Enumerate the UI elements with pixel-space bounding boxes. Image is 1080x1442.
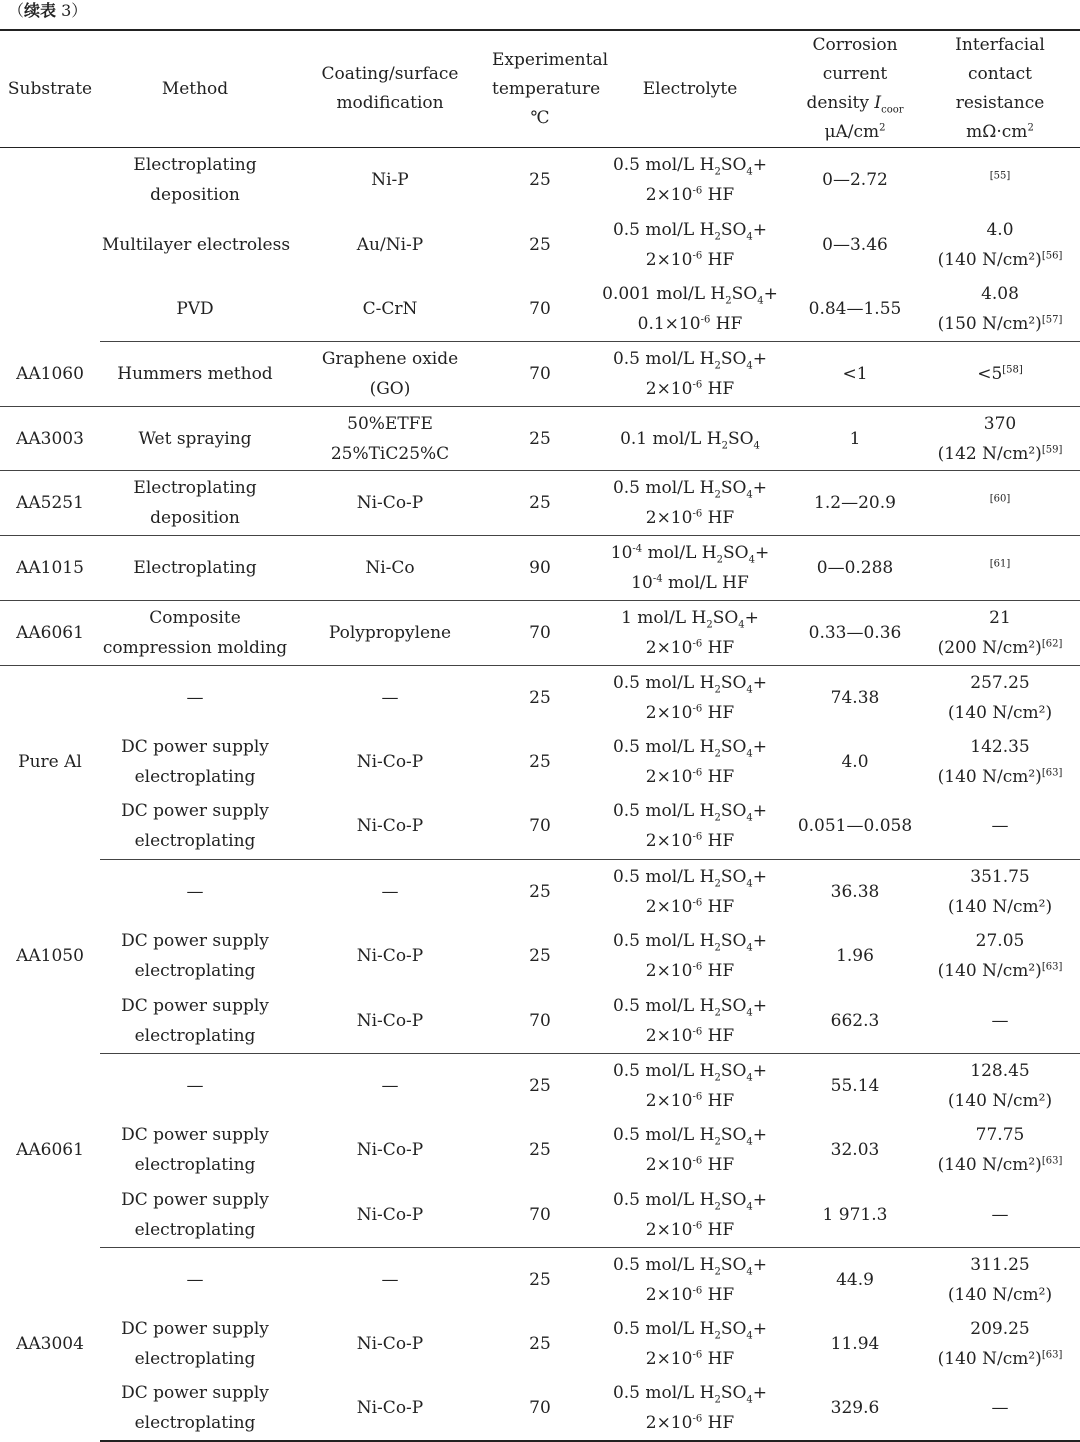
cell-contact-resistance: — [920, 988, 1080, 1053]
table-row [0, 794, 1080, 859]
cell-coating: 50%ETFE 25%TiC25%C [290, 406, 490, 471]
cell-electrolyte: 0.5 mol/L $H_2SO_4+$ $2\times 10^{-6}$ HF [612, 1254, 768, 1305]
cell-electrolyte: 0.001 mol/L $H_2SO_4+$ $0.1\times 10^{-6}$ HF [590, 277, 790, 342]
table-row [0, 1377, 1080, 1442]
cell-substrate: AA6061 [0, 600, 100, 665]
header-row [0, 30, 1080, 148]
cell-electrolyte: 0.5 mol/L $H_2SO_4+$ $2\times 10^{-6}$ HF [612, 155, 768, 206]
table-row [0, 277, 1080, 342]
cell-method: DC power supply electroplating [121, 737, 269, 788]
reference-marker: [63] [1041, 961, 1063, 973]
cell-contact-resistance: <5[58] [920, 342, 1080, 407]
cell-electrolyte: 0.5 mol/L $H_2SO_4+$ $2\times 10^{-6}$ HF [612, 1319, 768, 1370]
cell-corrosion-current: 1 [790, 406, 920, 471]
cell-method: DC power supply electroplating [100, 794, 290, 859]
cell-coating: Polypropylene [290, 600, 490, 665]
cell-coating: Ni-Co-P [290, 794, 490, 859]
cell-coating: Ni-Co-P [290, 1377, 490, 1442]
cell-electrolyte: 0.5 mol/L $H_2SO_4+$ $2\times 10^{-6}$ HF [612, 672, 768, 723]
cell-contact-resistance: 257.25 (140 N/cm²) [947, 672, 1053, 723]
header-method: Method [100, 30, 290, 148]
cell-electrolyte: 0.5 mol/L $H_2SO_4+$ $2\times 10^{-6}$ HF [590, 794, 790, 859]
cell-electrolyte: 0.5 mol/L $H_2SO_4+$ $2\times 10^{-6}$ HF [612, 219, 768, 270]
cell-coating: Graphene oxide (GO) [290, 342, 490, 407]
table-row [0, 406, 1080, 471]
cell-temperature: 70 [490, 277, 590, 342]
caption-continued-label: 续表 [24, 1, 57, 20]
caption-table-number: 3） [56, 1, 88, 20]
cell-coating: — [381, 687, 399, 708]
cell-corrosion-current: 32.03 [830, 1140, 880, 1161]
cell-electrolyte: 0.1 mol/L $H_2SO_4$ [590, 406, 790, 471]
table-row [0, 730, 1080, 795]
table-row [0, 1118, 1080, 1183]
cell-corrosion-current: 44.9 [836, 1269, 874, 1290]
cell-contact-resistance: 77.75 (140 N/cm²)[63] [937, 1125, 1063, 1176]
cell-corrosion-current: 0.84—1.55 [790, 277, 920, 342]
cell-substrate: AA1015 [0, 536, 100, 601]
cell-temperature: 70 [490, 988, 590, 1053]
reference-marker: [60] [989, 493, 1011, 505]
cell-method: — [186, 1075, 204, 1096]
cell-temperature: 25 [529, 170, 551, 191]
cell-method: — [186, 687, 204, 708]
cell-corrosion-current: 1 971.3 [790, 1183, 920, 1248]
cell-substrate: AA1060 [0, 342, 100, 407]
header-corrosion-current: Corrosion current density $I_{coor}$ $\mu A/cm^2$ [790, 30, 920, 148]
reference-marker: [61] [989, 558, 1011, 570]
cell-temperature: 25 [529, 1334, 551, 1355]
cell-electrolyte: 0.5 mol/L $H_2SO_4+$ $2\times 10^{-6}$ HF [612, 866, 768, 917]
cell-corrosion-current: 0.33—0.36 [790, 600, 920, 665]
cell-coating: Ni-Co-P [290, 988, 490, 1053]
cell-temperature: 25 [529, 881, 551, 902]
cell-corrosion-current: <1 [790, 342, 920, 407]
cell-contact-resistance [920, 471, 1080, 536]
cell-corrosion-current: 1.2—20.9 [790, 471, 920, 536]
table-caption [8, 0, 87, 22]
cell-coating: — [381, 881, 399, 902]
table-row [0, 212, 1080, 277]
cell-corrosion-current: 55.14 [830, 1075, 880, 1096]
cell-coating: — [381, 1269, 399, 1290]
cell-temperature: 25 [490, 406, 590, 471]
cell-electrolyte: $10^{-4}$ mol/L $H_2SO_4+$ $10^{-4}$ mol/L HF [590, 536, 790, 601]
cell-temperature: 25 [529, 1075, 551, 1096]
cell-coating: Ni-P [371, 170, 409, 191]
cell-corrosion-current: 0—3.46 [822, 234, 888, 255]
cell-substrate: AA3004 [16, 1334, 84, 1355]
cell-corrosion-current: 0.051—0.058 [790, 794, 920, 859]
cell-corrosion-current: 4.0 [841, 752, 869, 773]
table-row [0, 600, 1080, 665]
cell-temperature: 25 [529, 752, 551, 773]
cell-coating: Ni-Co-P [356, 1140, 424, 1161]
table-row [0, 342, 1080, 407]
cell-electrolyte: 0.5 mol/L $H_2SO_4+$ $2\times 10^{-6}$ HF [590, 1377, 790, 1442]
cell-contact-resistance: 4.0 (140 N/cm²)[56] [937, 219, 1063, 270]
cell-contact-resistance: 351.75 (140 N/cm²) [947, 866, 1053, 917]
cell-method: — [186, 881, 204, 902]
table-row [0, 1053, 1080, 1118]
cell-corrosion-current: 36.38 [830, 881, 880, 902]
cell-electrolyte: 0.5 mol/L $H_2SO_4+$ $2\times 10^{-6}$ HF [590, 471, 790, 536]
cell-contact-resistance [920, 536, 1080, 601]
cell-temperature: 25 [529, 234, 551, 255]
cell-corrosion-current: 1.96 [836, 946, 874, 967]
header-contact-resistance: Interfacial contact resistance $m\Omega\cdot cm^2$ [920, 30, 1080, 148]
cell-contact-resistance: — [920, 1377, 1080, 1442]
cell-method: DC power supply electroplating [100, 1377, 290, 1442]
reference-marker: [57] [1041, 314, 1063, 326]
cell-substrate: Pure Al [18, 752, 82, 773]
cell-method: PVD [100, 277, 290, 342]
cell-corrosion-current: 662.3 [790, 988, 920, 1053]
reference-marker: [63] [1041, 1155, 1063, 1167]
table-row [0, 1183, 1080, 1248]
table-row [0, 988, 1080, 1053]
cell-temperature: 25 [529, 1269, 551, 1290]
cell-contact-resistance: 142.35 (140 N/cm²)[63] [937, 737, 1063, 788]
cell-temperature: 70 [490, 794, 590, 859]
cell-temperature: 90 [490, 536, 590, 601]
reference-marker: [56] [1041, 249, 1063, 261]
cell-temperature: 25 [529, 1140, 551, 1161]
reference-marker: [63] [1041, 767, 1063, 779]
cell-substrate: AA6061 [16, 1140, 84, 1161]
cell-coating: C-CrN [290, 277, 490, 342]
cell-electrolyte: 1 mol/L $H_2SO_4+$ $2\times 10^{-6}$ HF [590, 600, 790, 665]
cell-method: DC power supply electroplating [100, 1183, 290, 1248]
cell-method: DC power supply electroplating [121, 1319, 269, 1370]
caption-open: （ [8, 1, 25, 20]
cell-method: Electroplating deposition [100, 471, 290, 536]
cell-contact-resistance: 370 (142 N/cm²)[59] [920, 406, 1080, 471]
cell-method: DC power supply electroplating [121, 1125, 269, 1176]
cell-substrate: AA1050 [16, 946, 84, 967]
cell-temperature: 25 [529, 946, 551, 967]
table-row [0, 148, 1080, 213]
cell-substrate [0, 148, 100, 342]
data-table [0, 29, 1080, 1442]
table-row [0, 471, 1080, 536]
table-row [0, 1312, 1080, 1377]
cell-contact-resistance: 209.25 (140 N/cm²)[63] [937, 1319, 1063, 1370]
table-row [0, 665, 1080, 730]
cell-corrosion-current: 329.6 [790, 1377, 920, 1442]
cell-electrolyte: 0.5 mol/L $H_2SO_4+$ $2\times 10^{-6}$ HF [612, 1060, 768, 1111]
cell-contact-resistance: 311.25 (140 N/cm²) [947, 1254, 1053, 1305]
cell-contact-resistance: 21 (200 N/cm²)[62] [920, 600, 1080, 665]
cell-coating: Ni-Co-P [356, 946, 424, 967]
cell-temperature: 25 [529, 687, 551, 708]
table-row [0, 1247, 1080, 1312]
cell-substrate: AA5251 [0, 471, 100, 536]
cell-contact-resistance: 27.05 (140 N/cm²)[63] [937, 931, 1063, 982]
reference-marker: [63] [1041, 1349, 1063, 1361]
table-body [0, 148, 1080, 1442]
cell-temperature: 70 [490, 342, 590, 407]
header-temperature: Experimental temperature ℃ [490, 30, 590, 148]
cell-electrolyte: 0.5 mol/L $H_2SO_4+$ $2\times 10^{-6}$ HF [590, 342, 790, 407]
cell-method: DC power supply electroplating [100, 988, 290, 1053]
header-substrate: Substrate [0, 30, 100, 148]
cell-coating: Ni-Co-P [356, 1334, 424, 1355]
cell-method: Wet spraying [100, 406, 290, 471]
cell-contact-resistance [920, 148, 1080, 213]
cell-coating: — [381, 1075, 399, 1096]
cell-electrolyte: 0.5 mol/L $H_2SO_4+$ $2\times 10^{-6}$ HF [612, 1125, 768, 1176]
cell-coating: Ni-Co-P [290, 1183, 490, 1248]
cell-temperature: 25 [490, 471, 590, 536]
reference-marker: [55] [989, 170, 1011, 182]
table-row [0, 536, 1080, 601]
header-electrolyte: Electrolyte [590, 30, 790, 148]
table-row [0, 924, 1080, 989]
cell-coating: Au/Ni-P [356, 234, 424, 255]
cell-method: — [186, 1269, 204, 1290]
header-coating: Coating/surface modification [290, 30, 490, 148]
reference-marker: [62] [1041, 638, 1063, 649]
cell-corrosion-current: 0—0.288 [790, 536, 920, 601]
cell-electrolyte: 0.5 mol/L $H_2SO_4+$ $2\times 10^{-6}$ HF [590, 1183, 790, 1248]
cell-contact-resistance: 128.45 (140 N/cm²) [947, 1060, 1053, 1111]
table-row [0, 859, 1080, 924]
cell-corrosion-current: 0—2.72 [822, 170, 888, 191]
cell-contact-resistance: 4.08 (150 N/cm²)[57] [920, 277, 1080, 342]
cell-temperature: 70 [490, 600, 590, 665]
cell-corrosion-current: 74.38 [830, 687, 880, 708]
cell-method: DC power supply electroplating [121, 931, 269, 982]
cell-method: Electroplating deposition [133, 155, 257, 206]
cell-temperature: 70 [490, 1377, 590, 1442]
cell-method: Composite compression molding [100, 600, 290, 665]
cell-coating: Ni-Co [290, 536, 490, 601]
cell-electrolyte: 0.5 mol/L $H_2SO_4+$ $2\times 10^{-6}$ HF [590, 988, 790, 1053]
cell-coating: Ni-Co-P [356, 752, 424, 773]
cell-method: Hummers method [100, 342, 290, 407]
cell-corrosion-current: 11.94 [830, 1334, 880, 1355]
cell-coating: Ni-Co-P [290, 471, 490, 536]
cell-method: Electroplating [100, 536, 290, 601]
cell-method: Multilayer electroless [102, 234, 291, 255]
cell-electrolyte: 0.5 mol/L $H_2SO_4+$ $2\times 10^{-6}$ HF [612, 931, 768, 982]
cell-contact-resistance: — [920, 1183, 1080, 1248]
cell-contact-resistance: — [920, 794, 1080, 859]
cell-temperature: 70 [490, 1183, 590, 1248]
cell-electrolyte: 0.5 mol/L $H_2SO_4+$ $2\times 10^{-6}$ HF [612, 737, 768, 788]
cell-substrate: AA3003 [0, 406, 100, 471]
reference-marker: [59] [1041, 443, 1063, 455]
reference-marker: [58] [1002, 364, 1023, 376]
